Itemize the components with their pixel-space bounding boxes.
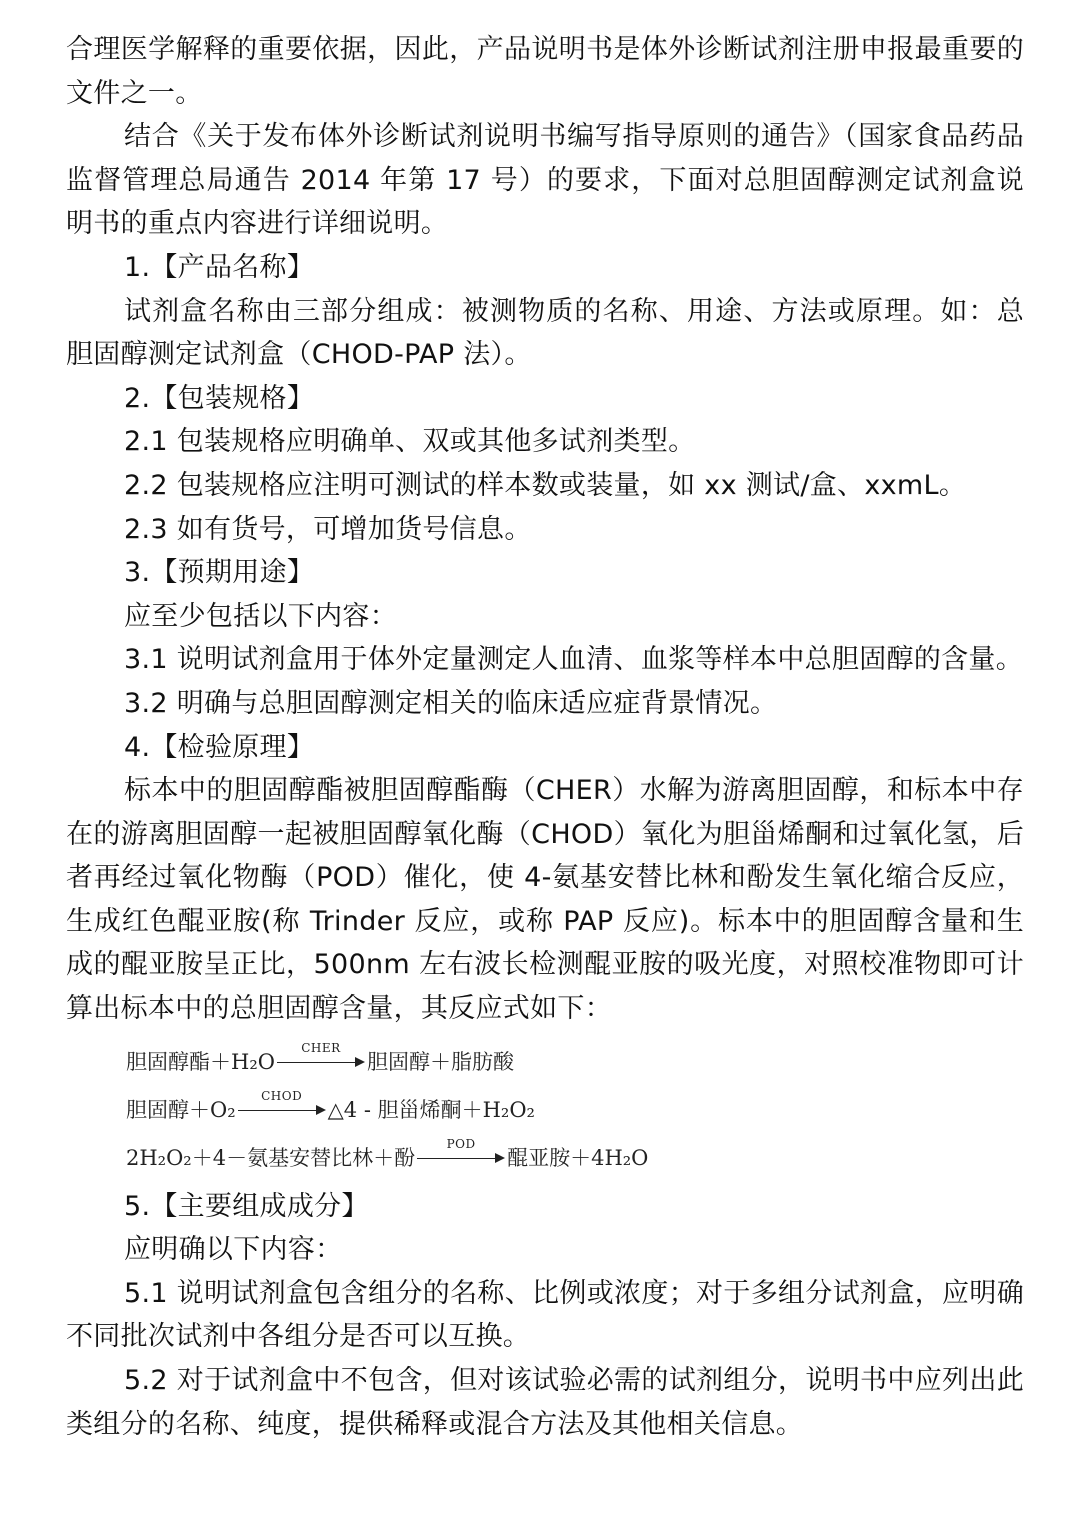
- reaction-3: [126, 1133, 1024, 1181]
- reaction-2-arrow: [238, 1088, 326, 1120]
- paragraph-intro-continued: 合理医学解释的重要依据，因此，产品说明书是体外诊断试剂注册申报最重要的文件之一。: [66, 34, 1024, 109]
- paragraph-composition-intro: 应明确以下内容：: [124, 1234, 343, 1266]
- reaction-2-products: △4 - 胆甾烯酮＋H₂O₂: [327, 1097, 535, 1122]
- reaction-1: [126, 1037, 1024, 1085]
- item-5-2: 5.2 对于试剂盒中不包含，但对该试验必需的试剂组分，说明书中应列出此类组分的名称、纯度，提供稀释或混合方法及其他相关信息。: [66, 1365, 1024, 1440]
- reaction-3-enzyme: POD: [446, 1136, 476, 1151]
- item-2-2: 2.2 包装规格应注明可测试的样本数或装量，如 xx 测试/盒、xxmL。: [124, 469, 967, 501]
- reaction-3-arrow: [417, 1136, 505, 1168]
- section-heading-intended-use: 3.【预期用途】: [124, 557, 315, 589]
- section-heading-principle: 4.【检验原理】: [124, 731, 315, 763]
- reaction-1-products: 胆固醇＋脂肪酸: [366, 1049, 514, 1074]
- section-heading-packaging: 2.【包装规格】: [124, 382, 315, 414]
- section-heading-composition: 5.【主要组成成分】: [124, 1190, 369, 1222]
- reaction-1-arrow: [277, 1040, 365, 1072]
- paragraph-intended-use-intro: 应至少包括以下内容：: [124, 600, 397, 632]
- reaction-equations: [126, 1037, 1024, 1181]
- reaction-1-enzyme: CHER: [301, 1040, 341, 1055]
- section-heading-product-name: 1.【产品名称】: [124, 251, 315, 283]
- item-3-1: 3.1 说明试剂盒用于体外定量测定人血清、血浆等样本中总胆固醇的含量。: [124, 644, 1024, 676]
- reaction-3-reactants: 2H₂O₂＋4－氨基安替比林＋酚: [126, 1145, 416, 1170]
- item-5-1: 5.1 说明试剂盒包含组分的名称、比例或浓度；对于多组分试剂盒，应明确不同批次试剂中各组分是否可以互换。: [66, 1277, 1024, 1353]
- reaction-2-reactants: 胆固醇＋O₂: [126, 1097, 236, 1122]
- item-3-2: 3.2 明确与总胆固醇测定相关的临床适应症背景情况。: [124, 687, 778, 719]
- paragraph-product-name: 试剂盒名称由三部分组成：被测物质的名称、用途、方法或原理。如：总胆固醇测定试剂盒（CHOD-PAP 法）。: [66, 295, 1024, 371]
- paragraph-guideline-reference: 结合《关于发布体外诊断试剂说明书编写指导原则的通告》（国家食品药品监督管理总局通告 2014 年第 17 号）的要求，下面对总胆固醇测定试剂盒说明书的重点内容进行详细说明。: [66, 121, 1024, 240]
- reaction-2: [126, 1085, 1024, 1133]
- paragraph-principle: 标本中的胆固醇酯被胆固醇酯酶（CHER）水解为游离胆固醇，和标本中存在的游离胆固醇一起被胆固醇氧化酶（CHOD）氧化为胆甾烯酮和过氧化氢，后者再经过氧化物酶（POD）催化，使 4-氨基安替比林和酚发生氧化缩合反应，生成红色醌亚胺(称 Trinder 反应，或称 PAP 反应)。标本中的胆固醇含量和生成的醌亚胺呈正比，500nm 左右波长检测醌亚胺的吸光度，对照校准物即可计算出标本中的总胆固醇含量，其反应式如下：: [66, 775, 1024, 1025]
- item-2-3: 2.3 如有货号，可增加货号信息。: [124, 513, 532, 545]
- document-body: [66, 28, 1024, 1446]
- reaction-3-products: 醌亚胺＋4H₂O: [507, 1145, 649, 1170]
- reaction-1-reactants: 胆固醇酯＋H₂O: [126, 1049, 275, 1074]
- reaction-2-enzyme: CHOD: [261, 1088, 303, 1103]
- item-2-1: 2.1 包装规格应明确单、双或其他多试剂类型。: [124, 426, 696, 458]
